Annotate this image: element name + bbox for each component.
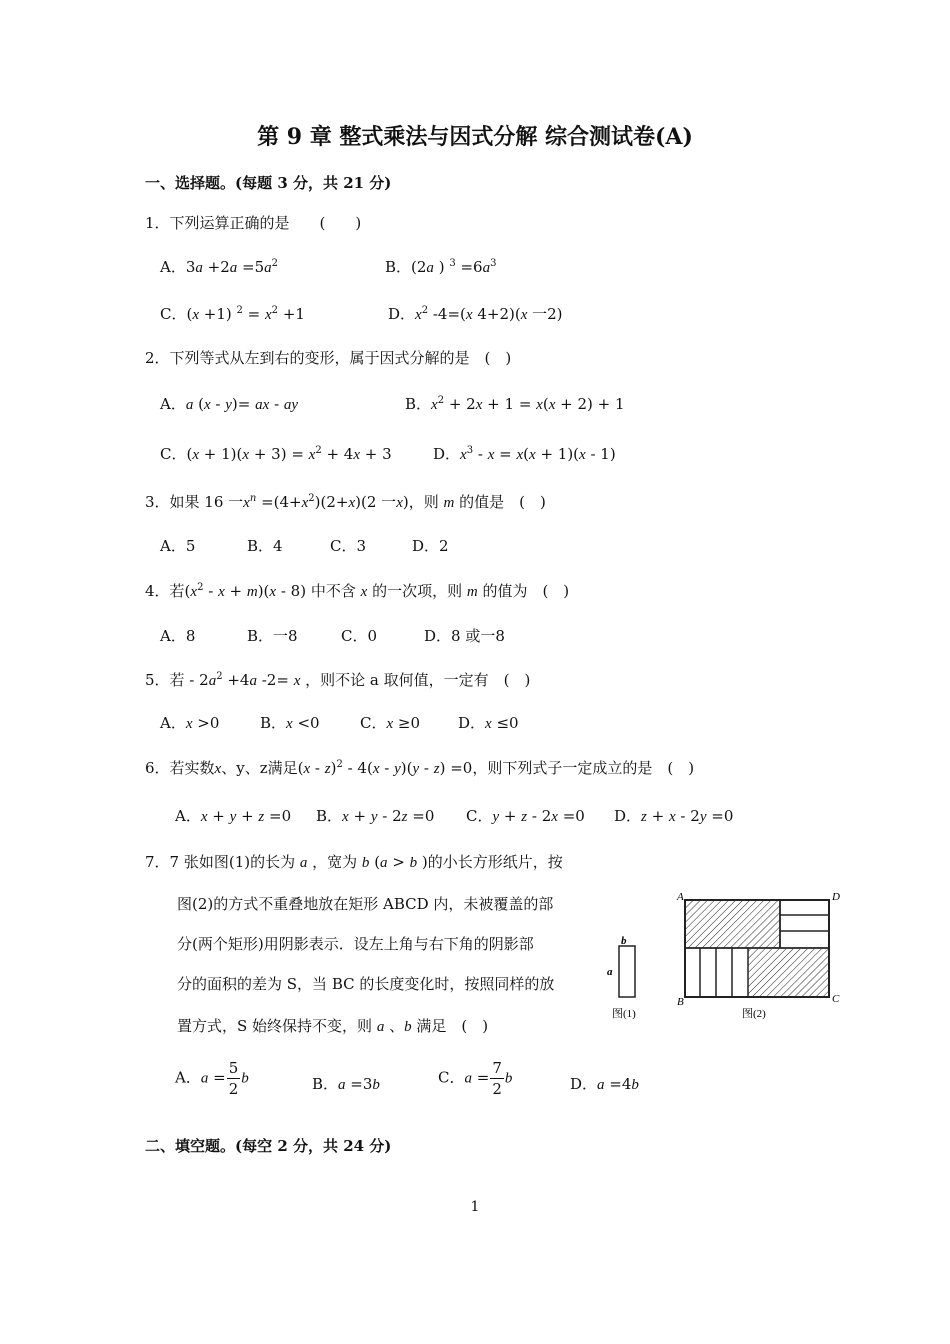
section-choice-heading: 一、选择题。(每题 3 分，共 21 分) (145, 174, 392, 192)
figure2-caption: 图(2) (742, 1008, 766, 1020)
question-2-option-b: B．$x^2 + 2x + 1 = x(x + 2) + 1$ (405, 395, 625, 413)
question-6-option-a: A．x + y + z =0 (175, 807, 292, 825)
corner-c-label: C (832, 993, 840, 1005)
question-2-option-c: C．$(x + 1)(x + 3) = x^2 + 4x + 3$ (160, 445, 392, 463)
question-6-option-c: C．y + z - 2x =0 (466, 807, 585, 825)
question-2-option-d: D．$x^3 - x = x(x + 1)(x - 1)$ (433, 445, 616, 463)
question-4-option-c: C．0 (341, 627, 378, 645)
question-3-stem: 3．如果 16 一$x^n =(4+x^2)(2+x)(2$ 一x)，则 m 的值是 ( ) (145, 493, 546, 511)
question-4-option-a: A．8 (160, 627, 196, 645)
question-3-option-d: D．2 (412, 537, 449, 555)
question-3-option-a: A．5 (160, 537, 196, 555)
page-title: 第 9 章 整式乘法与因式分解 综合测试卷(A) (257, 124, 693, 150)
question-6-option-d: D．z + x - 2y =0 (614, 807, 734, 825)
question-7-stem: 7．7 张如图(1)的长为 a ，宽为 b (a > b )的小长方形纸片，按 (145, 853, 563, 871)
corner-b-label: B (677, 996, 684, 1008)
question-7-option-b: B．a =3b (312, 1075, 380, 1093)
question-1-stem: 1．下列运算正确的是 ( ) (145, 214, 362, 232)
question-5-option-c: C．x ≥0 (360, 714, 421, 732)
question-1-option-c: C．(x +1) $^2 = x^2 +1$ (160, 305, 305, 323)
question-1-option-a: A．$3a +2a =5a^2$ (160, 258, 279, 276)
figure1-caption: 图(1) (612, 1008, 636, 1020)
section-fill-heading: 二、填空题。(每空 2 分，共 24 分) (145, 1137, 392, 1155)
figure1-label-a: a (607, 966, 613, 978)
page-number: 1 (470, 1199, 480, 1215)
figure1-label-b: b (621, 935, 627, 947)
question-4-stem: 4．若$(x^2 - x + m)(x - 8)$ 中不含 x 的一次项，则 m 的值为 ( ) (145, 582, 570, 600)
question-2-option-a: A．a (x - y)= ax - ay (160, 395, 299, 413)
question-3-option-b: B．4 (247, 537, 283, 555)
question-1-option-b: B．(2a ) $^3 =6a^3$ (385, 258, 497, 276)
question-6-stem: 6．若实数x、y、z满足(x - z)$^2$ - 4(x - y)(y - z) =0，则下列式子一定成立的是 ( ) (145, 759, 695, 777)
corner-d-label: D (832, 891, 840, 903)
question-1-option-d: D．$x^2$ -4=(x 4+2)(x 一2) (388, 305, 563, 323)
question-7-line-3: 分(两个矩形)用阴影表示．设左上角与右下角的阴影部 (177, 935, 534, 953)
figure1-rectangle (619, 946, 635, 997)
question-6-option-b: B．x + y - 2z =0 (316, 807, 435, 825)
question-4-option-b: B．一8 (247, 627, 298, 645)
question-5-option-b: B．x <0 (260, 714, 320, 732)
question-5-option-a: A．x >0 (160, 714, 220, 732)
question-7-option-c: C．a = $\frac{7}{2}$ b (438, 1059, 513, 1098)
top-left-shaded-region (686, 900, 780, 948)
corner-a-label: A (677, 891, 684, 903)
question-5-option-d: D．x ≤0 (458, 714, 519, 732)
question-7-line-4: 分的面积的差为 S，当 BC 的长度变化时，按照同样的放 (177, 975, 555, 993)
bottom-right-shaded-region (748, 949, 828, 997)
question-5-stem: 5．若 - $2a^2 +4a$ -2= x ，则不论 a 取何值，一定有 ( ) (145, 671, 531, 689)
question-4-option-d: D．8 或一8 (424, 627, 505, 645)
question-2-stem: 2．下列等式从左到右的变形，属于因式分解的是 ( ) (145, 349, 512, 367)
question-3-option-c: C．3 (330, 537, 367, 555)
question-7-option-a: A．a = $\frac{5}{2}$ b (175, 1059, 249, 1098)
question-7-line-5: 置方式，S 始终保持不变，则 a 、b 满足 ( ) (177, 1017, 489, 1035)
question-7-line-2: 图(2)的方式不重叠地放在矩形 ABCD 内，未被覆盖的部 (177, 895, 554, 913)
question-7-figure (600, 880, 860, 1030)
question-7-option-d: D．a =4b (570, 1075, 639, 1093)
